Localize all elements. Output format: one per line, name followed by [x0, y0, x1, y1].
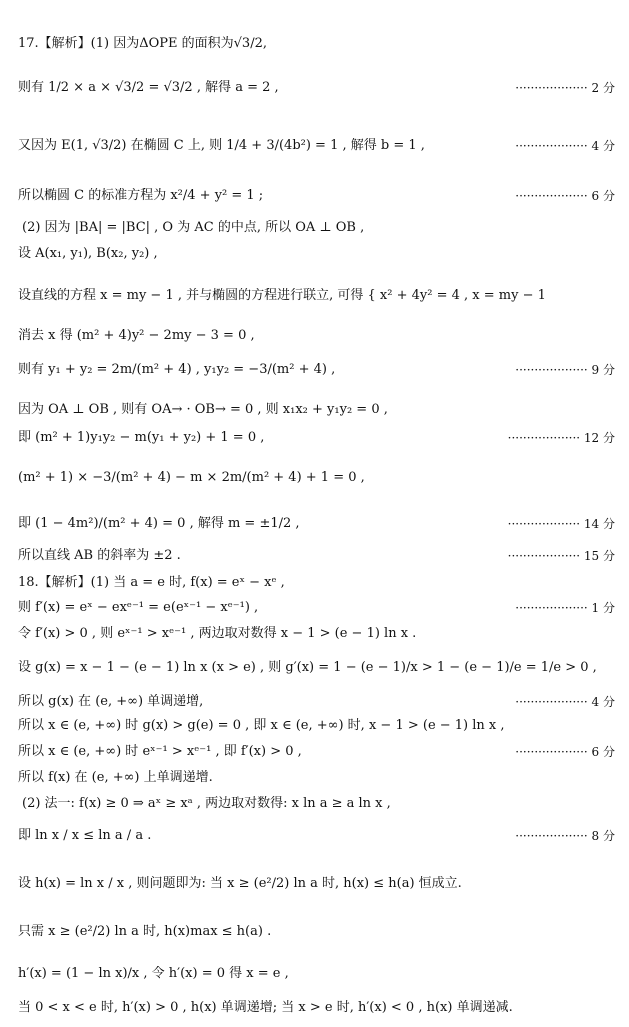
- line-4: [22, 220, 615, 236]
- line-text: (2) 法一: f(x) ≥ 0 ⇒ aˣ ≥ xᵃ , 两边取对数得: x ln a ≥ a ln x ,: [22, 796, 391, 811]
- line-text: 所以 x ∈ (e, +∞) 时 eˣ⁻¹ > xᵉ⁻¹ , 即 f′(x) > 0 ,: [18, 744, 302, 759]
- line-score: ··················· 2 分: [515, 81, 615, 95]
- line-3: [18, 188, 615, 204]
- line-5: [18, 246, 615, 262]
- line-text: 18.【解析】(1) 当 a = e 时, f(x) = eˣ − xᵉ ,: [18, 575, 285, 590]
- line-text: (m² + 1) × −3/(m² + 4) − m × 2m/(m² + 4) + 1 = 0 ,: [18, 470, 365, 485]
- line-text: 消去 x 得 (m² + 4)y² − 2my − 3 = 0 ,: [18, 328, 255, 343]
- line-score: ··················· 14 分: [507, 517, 615, 531]
- line-6: [18, 288, 615, 304]
- line-score: ··················· 6 分: [515, 745, 615, 759]
- line-9: [18, 402, 615, 418]
- line-17: [18, 660, 615, 676]
- line-text: 令 f′(x) > 0 , 则 eˣ⁻¹ > xᵉ⁻¹ , 两边取对数得 x − 1 > (e − 1) ln x .: [18, 626, 417, 641]
- line-text: 即 (m² + 1)y₁y₂ − m(y₁ + y₂) + 1 = 0 ,: [18, 430, 265, 445]
- line-24: [18, 876, 615, 892]
- line-text: 设 h(x) = ln x / x , 则问题即为: 当 x ≥ (e²/2) ln a 时, h(x) ≤ h(a) 恒成立.: [18, 876, 462, 891]
- line-25: [18, 924, 615, 940]
- line-text: 所以 g(x) 在 (e, +∞) 单调递增,: [18, 694, 204, 709]
- line-text: 所以 x ∈ (e, +∞) 时 g(x) > g(e) = 0 , 即 x ∈ (e, +∞) 时, x − 1 > (e − 1) ln x ,: [18, 718, 505, 733]
- line-8: [18, 362, 615, 378]
- line-text: 所以椭圆 C 的标准方程为 x²/4 + y² = 1 ;: [18, 188, 264, 203]
- line-27: [18, 1000, 615, 1016]
- line-text: 即 ln x / x ≤ ln a / a .: [18, 828, 152, 843]
- line-14: [18, 575, 615, 591]
- line-text: 即 (1 − 4m²)/(m² + 4) = 0 , 解得 m = ±1/2 ,: [18, 516, 300, 531]
- line-18: [18, 694, 615, 710]
- line-text: (2) 因为 |BA| = |BC| , O 为 AC 的中点, 所以 OA ⊥ OB ,: [22, 220, 365, 235]
- line-text: 所以 f(x) 在 (e, +∞) 上单调递增.: [18, 770, 213, 785]
- line-text: 17.【解析】(1) 因为ΔOPE 的面积为√3/2,: [18, 36, 267, 51]
- line-11: [18, 470, 615, 486]
- line-score: ··················· 6 分: [515, 189, 615, 203]
- line-score: ··················· 1 分: [515, 601, 615, 615]
- line-7: [18, 328, 615, 344]
- line-text: h′(x) = (1 − ln x)/x , 令 h′(x) = 0 得 x = e ,: [18, 966, 289, 981]
- line-text: 只需 x ≥ (e²/2) ln a 时, h(x)max ≤ h(a) .: [18, 924, 272, 939]
- line-text: 设 g(x) = x − 1 − (e − 1) ln x (x > e) , 则 g′(x) = 1 − (e − 1)/x > 1 − (e − 1)/e = 1/e > 0 ,: [18, 660, 597, 675]
- line-13: [18, 548, 615, 564]
- line-score: ··················· 4 分: [515, 139, 615, 153]
- line-15: [18, 600, 615, 616]
- line-2: [18, 138, 615, 154]
- line-text: 又因为 E(1, √3/2) 在椭圆 C 上, 则 1/4 + 3/(4b²) = 1 , 解得 b = 1 ,: [18, 138, 425, 153]
- line-text: 则有 1/2 × a × √3/2 = √3/2 , 解得 a = 2 ,: [18, 80, 279, 95]
- line-text: 当 0 < x < e 时, h′(x) > 0 , h(x) 单调递增; 当 x > e 时, h′(x) < 0 , h(x) 单调递减.: [18, 1000, 513, 1015]
- line-1: [18, 80, 615, 96]
- line-score: ··················· 4 分: [515, 695, 615, 709]
- line-score: ··················· 8 分: [515, 829, 615, 843]
- line-text: 设直线的方程 x = my − 1 , 并与椭圆的方程进行联立, 可得 { x² + 4y² = 4 , x = my − 1: [18, 288, 546, 303]
- line-text: 则 f′(x) = eˣ − exᵉ⁻¹ = e(eˣ⁻¹ − xᵉ⁻¹) ,: [18, 600, 259, 615]
- line-20: [18, 744, 615, 760]
- line-score: ··················· 12 分: [507, 431, 615, 445]
- line-text: 设 A(x₁, y₁), B(x₂, y₂) ,: [18, 246, 158, 261]
- line-text: 所以直线 AB 的斜率为 ±2 .: [18, 548, 181, 563]
- line-22: [22, 796, 615, 812]
- line-26: [18, 966, 615, 982]
- line-text: 因为 OA ⊥ OB , 则有 OA→ · OB→ = 0 , 则 x₁x₂ + y₁y₂ = 0 ,: [18, 402, 388, 417]
- line-19: [18, 718, 615, 734]
- line-score: ··················· 15 分: [507, 549, 615, 563]
- line-12: [18, 516, 615, 532]
- line-10: [18, 430, 615, 446]
- line-text: 则有 y₁ + y₂ = 2m/(m² + 4) , y₁y₂ = −3/(m² + 4) ,: [18, 362, 336, 377]
- line-score: ··················· 9 分: [515, 363, 615, 377]
- line-0: [18, 36, 615, 52]
- line-21: [18, 770, 615, 786]
- line-23: [18, 828, 615, 844]
- line-16: [18, 626, 615, 642]
